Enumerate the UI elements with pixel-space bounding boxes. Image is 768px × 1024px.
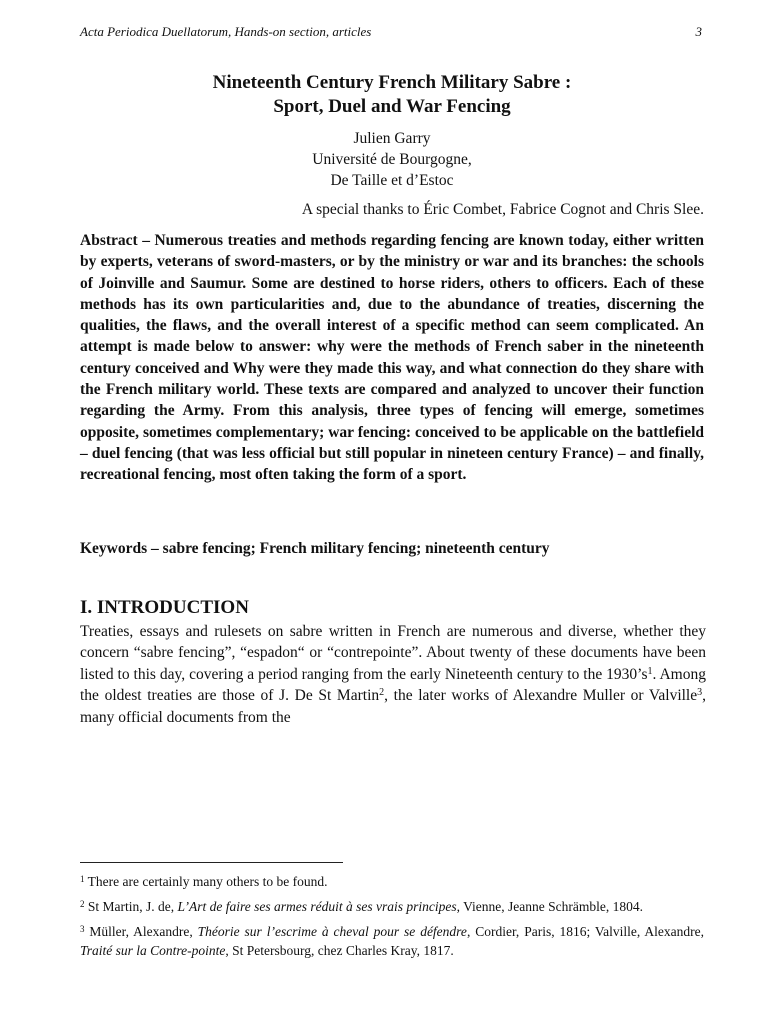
footnote-ref-1: 1 [647, 665, 653, 677]
intro-text-1: Treaties, essays and rulesets on sabre written in French are numerous and diverse, whether they concern “sabre fencing”, “espadon“ or “contrepointe”. About twenty of these documents have been listed to this day, covering a period ranging from the early Nineteenth century to the 1930’s [80, 623, 706, 683]
footnote-text: Müller, Alexandre, [84, 924, 198, 939]
footnote-ref-3: 3 [697, 687, 703, 699]
title-line-2: Sport, Duel and War Fencing [273, 96, 511, 117]
intro-text-2: . Among the oldest treaties are those of J. De St Martin [80, 665, 706, 705]
footnote-number: 1 [80, 874, 85, 884]
footnote-text: There are certainly many others to be found. [84, 874, 328, 889]
intro-text-3: , the later works of Alexandre Muller or Valville [384, 687, 698, 705]
intro-text-4: , many official documents from the [80, 687, 706, 726]
journal-name: Acta Periodica Duellatorum, Hands-on section, articles [80, 24, 372, 39]
footnote-text: , St Petersbourg, chez Charles Kray, 1817. [225, 943, 454, 958]
footnote-text: St Martin, J. de, [84, 899, 178, 914]
footnote-number: 2 [80, 899, 85, 909]
footnote-title: Traité sur la Contre-pointe [80, 943, 226, 958]
section-heading: I. INTRODUCTION [80, 597, 249, 618]
footnote-divider [80, 862, 343, 863]
footnote-1 [80, 872, 704, 891]
keywords: Keywords – sabre fencing; French military fencing; nineteenth century [80, 540, 550, 557]
abstract: Abstract – Numerous treaties and methods regarding fencing are known today, either written by experts, veterans of sword-masters, or by the ministry or war and its branches: the schools of Joinville and Saumur. Some are destined to horse riders, others to officers. Each of these methods has its own particularities and, due to the abundance of treaties, discerning the qualities, the flaws, and the overall interest of a specific method can seem complicated. An attempt is made below to answer: why were the methods of French saber in the nineteenth century conceived and Why were they made this way, and what connection do they share with the French military world. These texts are compared and analyzed to uncover their function regarding the Army. From this analysis, three types of fencing will emerge, sometimes opposite, sometimes complementary; war fencing: conceived to be applicable on the battlefield – duel fencing (that was less official but still popular in nineteen century France) – and finally, recreational fencing, most often taking the form of a sport. [80, 232, 704, 484]
paper-title [80, 71, 704, 119]
footnote-2 [80, 897, 704, 916]
page-number: 3 [695, 24, 702, 39]
footnote-text: , Cordier, Paris, 1816; Valville, Alexandre, [466, 924, 705, 939]
title-line-1: Nineteenth Century French Military Sabre : [212, 72, 572, 93]
intro-paragraph [80, 621, 706, 728]
footnote-title: L’Art de faire ses armes réduit à ses vrais principes [177, 899, 457, 914]
affiliation-1: Université de Bourgogne, [312, 151, 472, 168]
affiliation-2: De Taille et d’Estoc [330, 172, 454, 189]
acknowledgement: A special thanks to Éric Combet, Fabrice Cognot and Chris Slee. [301, 201, 704, 218]
footnote-3 [80, 922, 704, 960]
footnote-number: 3 [80, 924, 85, 934]
footnote-text: , Vienne, Jeanne Schrämble, 1804. [456, 899, 643, 914]
author-name: Julien Garry [353, 130, 431, 147]
running-header [80, 24, 702, 42]
footnote-title: Théorie sur l’escrime à cheval pour se défendre [197, 924, 467, 939]
author-block [80, 128, 704, 191]
footnotes [80, 872, 704, 966]
footnote-ref-2: 2 [379, 687, 385, 699]
